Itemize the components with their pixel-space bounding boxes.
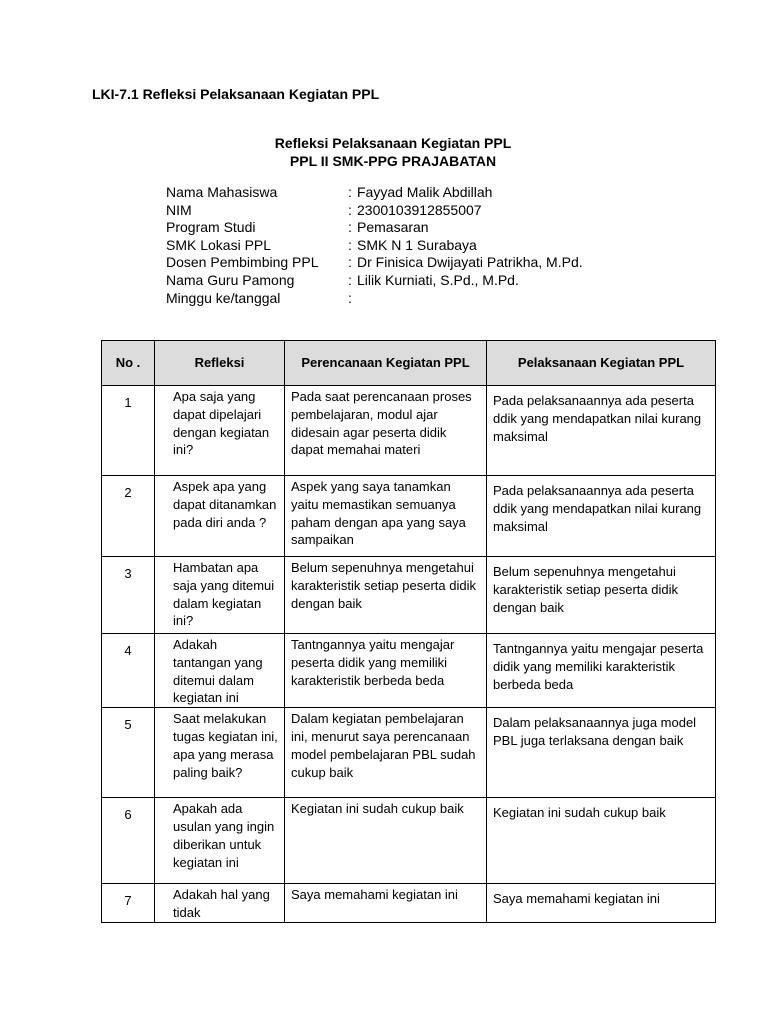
- planning-cell: Dalam kegiatan pembelajaran ini, menurut saya perencanaan model pembelajaran PBL sudah cukup baik: [285, 708, 487, 798]
- info-key: Dosen Pembimbing PPL: [166, 254, 319, 271]
- title-line-2: PPL II SMK-PPG PRAJABATAN: [289, 153, 497, 169]
- table-row: [102, 798, 716, 884]
- info-row: [166, 237, 583, 255]
- implementation-cell: Tantngannya yaitu mengajar peserta didik yang memiliki karakteristik berbeda beda: [487, 634, 716, 708]
- header-perencanaan: Perencanaan Kegiatan PPL: [285, 341, 487, 386]
- header-refleksi: Refleksi: [155, 341, 285, 386]
- reflection-question: Adakah hal yang tidak: [155, 884, 285, 923]
- table-row: [102, 476, 716, 557]
- planning-cell: Kegiatan ini sudah cukup baik: [285, 798, 487, 884]
- document-label: LKI-7.1 Refleksi Pelaksanaan Kegiatan PPL: [92, 86, 380, 102]
- reflection-question: Hambatan apa saja yang ditemui dalam kegiatan ini?: [155, 557, 285, 634]
- row-number: 2: [102, 476, 155, 557]
- info-row: [166, 219, 583, 237]
- info-row: [166, 184, 583, 202]
- info-value: SMK N 1 Surabaya: [357, 236, 477, 253]
- implementation-cell: Saya memahami kegiatan ini: [487, 884, 716, 923]
- table-header-row: [102, 341, 716, 386]
- row-number: 5: [102, 708, 155, 798]
- implementation-cell: Kegiatan ini sudah cukup baik: [487, 798, 716, 884]
- title-line-1: Refleksi Pelaksanaan Kegiatan PPL: [274, 135, 512, 151]
- table-row: [102, 557, 716, 634]
- info-value: Dr Finisica Dwijayati Patrikha, M.Pd.: [357, 254, 583, 271]
- planning-cell: Belum sepenuhnya mengetahui karakteristik setiap peserta didik dengan baik: [285, 557, 487, 634]
- implementation-cell: Pada pelaksanaannya ada peserta ddik yang mendapatkan nilai kurang maksimal: [487, 476, 716, 557]
- info-separator: :: [348, 201, 352, 218]
- info-separator: :: [348, 236, 352, 253]
- reflection-question: Aspek apa yang dapat ditanamkan pada diri anda ?: [155, 476, 285, 557]
- info-row: [166, 272, 583, 290]
- row-number: 3: [102, 557, 155, 634]
- info-key: Program Studi: [166, 219, 256, 236]
- planning-cell: Saya memahami kegiatan ini: [285, 884, 487, 923]
- info-separator: :: [348, 219, 352, 236]
- student-info: [166, 184, 583, 307]
- info-key: NIM: [166, 201, 192, 218]
- info-row: [166, 290, 583, 308]
- info-row: [166, 202, 583, 220]
- table-row: [102, 634, 716, 708]
- info-value: Lilik Kurniati, S.Pd., M.Pd.: [357, 271, 519, 288]
- implementation-cell: Dalam pelaksanaannya juga model PBL juga terlaksana dengan baik: [487, 708, 716, 798]
- info-value: 2300103912855007: [357, 201, 482, 218]
- table-row: [102, 708, 716, 798]
- title-block: [0, 134, 768, 170]
- info-key: Nama Mahasiswa: [166, 184, 278, 200]
- table-row: [102, 386, 716, 476]
- reflection-question: Saat melakukan tugas kegiatan ini, apa yang merasa paling baik?: [155, 708, 285, 798]
- info-key: Minggu ke/tanggal: [166, 289, 281, 306]
- info-separator: :: [348, 254, 352, 271]
- info-row: [166, 254, 583, 272]
- reflection-question: Apakah ada usulan yang ingin diberikan untuk kegiatan ini: [155, 798, 285, 884]
- info-separator: :: [348, 271, 352, 288]
- table-row: [102, 884, 716, 923]
- header-no: No .: [102, 341, 155, 386]
- reflection-question: Apa saja yang dapat dipelajari dengan kegiatan ini?: [155, 386, 285, 476]
- planning-cell: Tantngannya yaitu mengajar peserta didik yang memiliki karakteristik berbeda beda: [285, 634, 487, 708]
- planning-cell: Pada saat perencanaan proses pembelajaran, modul ajar didesain agar peserta didik dapat memahai materi: [285, 386, 487, 476]
- info-key: SMK Lokasi PPL: [166, 236, 272, 253]
- info-value: Pemasaran: [357, 219, 429, 236]
- row-number: 7: [102, 884, 155, 923]
- info-key: Nama Guru Pamong: [166, 271, 295, 288]
- header-pelaksanaan: Pelaksanaan Kegiatan PPL: [487, 341, 716, 386]
- row-number: 6: [102, 798, 155, 884]
- info-separator: :: [348, 184, 352, 200]
- row-number: 4: [102, 634, 155, 708]
- reflection-table: [101, 340, 716, 923]
- implementation-cell: Belum sepenuhnya mengetahui karakteristik setiap peserta didik dengan baik: [487, 557, 716, 634]
- planning-cell: Aspek yang saya tanamkan yaitu memastikan semuanya paham dengan apa yang saya sampaikan: [285, 476, 487, 557]
- implementation-cell: Pada pelaksanaannya ada peserta ddik yang mendapatkan nilai kurang maksimal: [487, 386, 716, 476]
- info-value: Fayyad Malik Abdillah: [357, 184, 493, 200]
- row-number: 1: [102, 386, 155, 476]
- reflection-question: Adakah tantangan yang ditemui dalam kegiatan ini: [155, 634, 285, 708]
- info-separator: :: [348, 289, 352, 306]
